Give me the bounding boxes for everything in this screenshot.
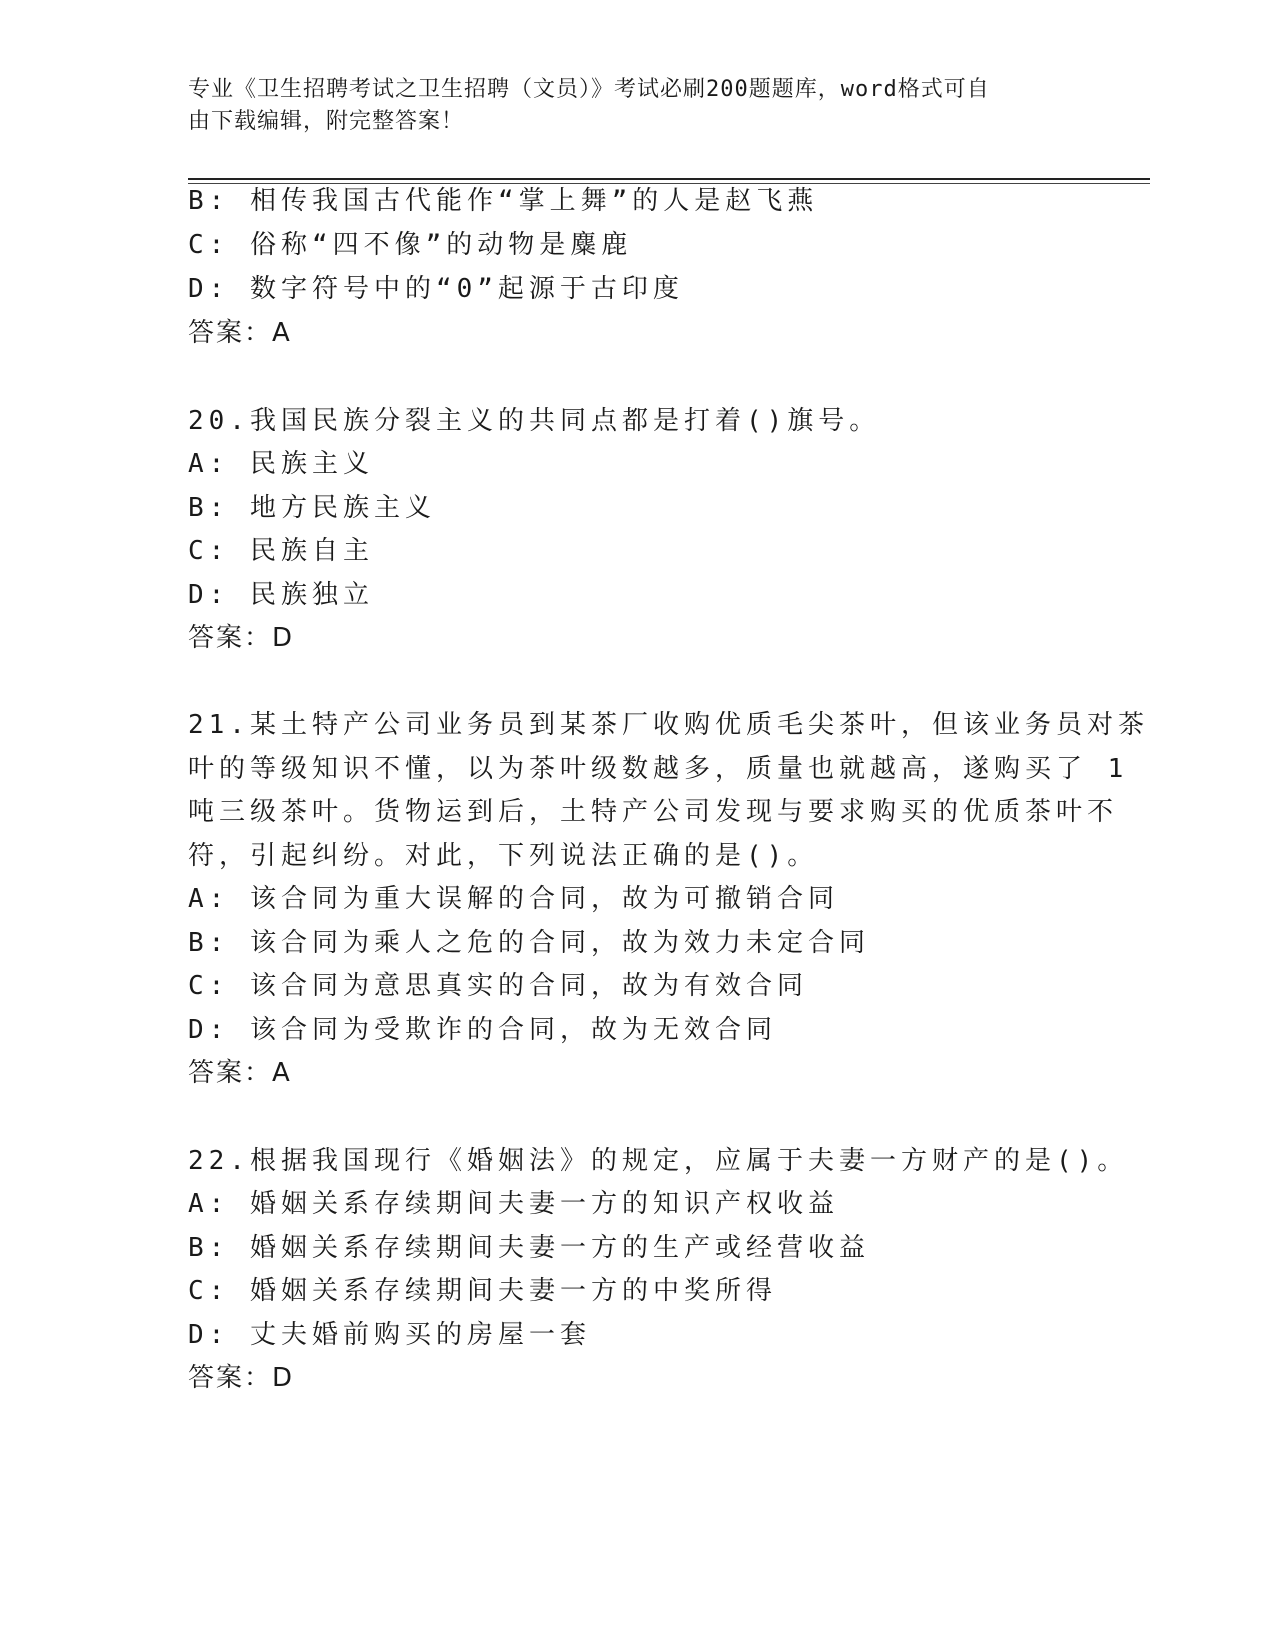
q22-answer: 答案：D (188, 1363, 295, 1393)
q21-stem-line-1: 21.某土特产公司业务员到某茶厂收购优质毛尖茶叶，但该业务员对茶 (188, 710, 1149, 740)
q20-option-a: A: 民族主义 (188, 449, 374, 479)
q20-option-d: D: 民族独立 (188, 580, 374, 610)
document-header: 专业《卫生招聘考试之卫生招聘（文员）》考试必刷200题题库，word格式可自 由下载编辑，附完整答案！ (188, 77, 990, 134)
q21-option-c: C: 该合同为意思真实的合同，故为有效合同 (188, 971, 808, 1001)
q20-stem: 20.我国民族分裂主义的共同点都是打着()旗号。 (188, 406, 881, 436)
q21-answer: 答案：A (188, 1058, 292, 1088)
q20-option-b: B: 地方民族主义 (188, 493, 436, 523)
q22-stem: 22.根据我国现行《婚姻法》的规定，应属于夫妻一方财产的是()。 (188, 1146, 1129, 1176)
q22-option-b: B: 婚姻关系存续期间夫妻一方的生产或经营收益 (188, 1233, 870, 1263)
q21-stem-line-2: 叶的等级知识不懂，以为茶叶级数越多，质量也就越高，遂购买了 1 (188, 754, 1129, 784)
q19-option-b: B: 相传我国古代能作“掌上舞”的人是赵飞燕 (188, 186, 819, 216)
q22-option-d: D: 丈夫婚前购买的房屋一套 (188, 1320, 591, 1350)
q19-answer: 答案：A (188, 318, 292, 348)
q19-option-c: C: 俗称“四不像”的动物是麋鹿 (188, 230, 633, 260)
q21-stem-line-4: 符，引起纠纷。对此，下列说法正确的是()。 (188, 841, 819, 871)
q21-option-a: A: 该合同为重大误解的合同，故为可撤销合同 (188, 884, 839, 914)
q20-option-c: C: 民族自主 (188, 536, 374, 566)
q20-answer: 答案：D (188, 623, 295, 653)
q21-option-b: B: 该合同为乘人之危的合同，故为效力未定合同 (188, 928, 870, 958)
q19-option-d: D: 数字符号中的“0”起源于古印度 (188, 274, 684, 304)
q22-option-c: C: 婚姻关系存续期间夫妻一方的中奖所得 (188, 1276, 777, 1306)
q21-stem-line-3: 吨三级茶叶。货物运到后，土特产公司发现与要求购买的优质茶叶不 (188, 797, 1119, 827)
q21-option-d: D: 该合同为受欺诈的合同，故为无效合同 (188, 1015, 777, 1045)
q22-option-a: A: 婚姻关系存续期间夫妻一方的知识产权收益 (188, 1189, 839, 1219)
